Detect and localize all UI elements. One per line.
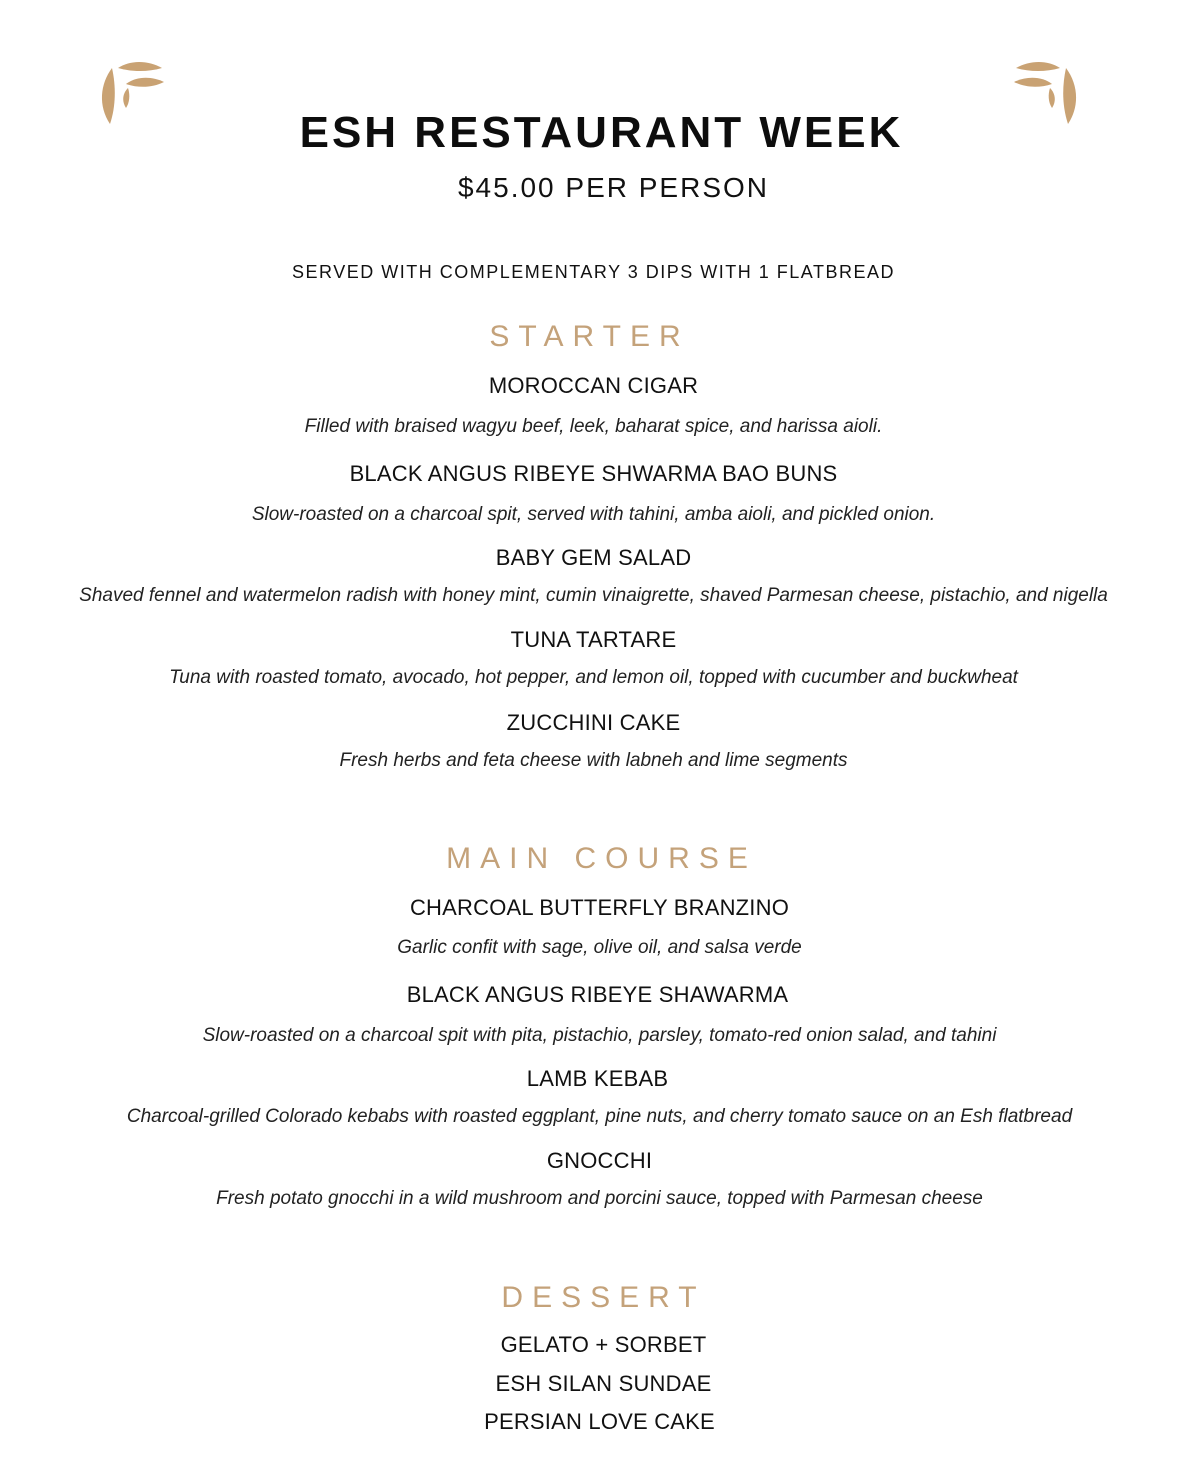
dessert-item: ESH SILAN SUNDAE [495,1371,712,1396]
dish-description: Tuna with roasted tomato, avocado, hot pepper, and lemon oil, topped with cucumber and buckwheat [169,667,1018,688]
menu-title: ESH RESTAURANT WEEK [299,108,904,157]
dish-name: LAMB KEBAB [526,1066,669,1091]
dish-name: BLACK ANGUS RIBEYE SHAWARMA [406,982,789,1007]
dish-description: Filled with braised wagyu beef, leek, baharat spice, and harissa aioli. [304,416,883,437]
dessert-item: GELATO + SORBET [500,1332,707,1357]
dish-description: Slow-roasted on a charcoal spit with pita, pistachio, parsley, tomato-red onion salad, and tahini [202,1025,997,1046]
dish-name: ZUCCHINI CAKE [506,710,681,735]
dish-description: Fresh potato gnocchi in a wild mushroom and porcini sauce, topped with Parmesan cheese [216,1188,983,1209]
section-heading-main-course: MAIN COURSE [446,842,757,875]
dish-description: Fresh herbs and feta cheese with labneh and lime segments [339,750,848,771]
price-per-person: $45.00 PER PERSON [457,172,770,203]
dish-name: GNOCCHI [546,1148,653,1173]
section-heading-dessert: DESSERT [501,1281,706,1314]
dish-description: Garlic confit with sage, olive oil, and salsa verde [397,937,802,958]
dessert-item: PERSIAN LOVE CAKE [484,1409,715,1434]
dish-name: BABY GEM SALAD [495,545,692,570]
dish-description: Shaved fennel and watermelon radish with honey mint, cumin vinaigrette, shaved Parmesan cheese, pistachio, and nigella [79,585,1108,606]
section-heading-starter: STARTER [489,320,690,353]
dish-name: TUNA TARTARE [510,627,677,652]
dish-description: Charcoal-grilled Colorado kebabs with roasted eggplant, pine nuts, and cherry tomato sauce on an Esh flatbread [126,1106,1073,1127]
dish-description: Slow-roasted on a charcoal spit, served with tahini, amba aioli, and pickled onion. [251,504,936,525]
dish-name: BLACK ANGUS RIBEYE SHWARMA BAO BUNS [349,461,838,486]
dish-name: MOROCCAN CIGAR [488,373,699,398]
served-note: SERVED WITH COMPLEMENTARY 3 DIPS WITH 1 FLATBREAD [292,262,895,282]
dish-name: CHARCOAL BUTTERFLY BRANZINO [409,895,790,920]
